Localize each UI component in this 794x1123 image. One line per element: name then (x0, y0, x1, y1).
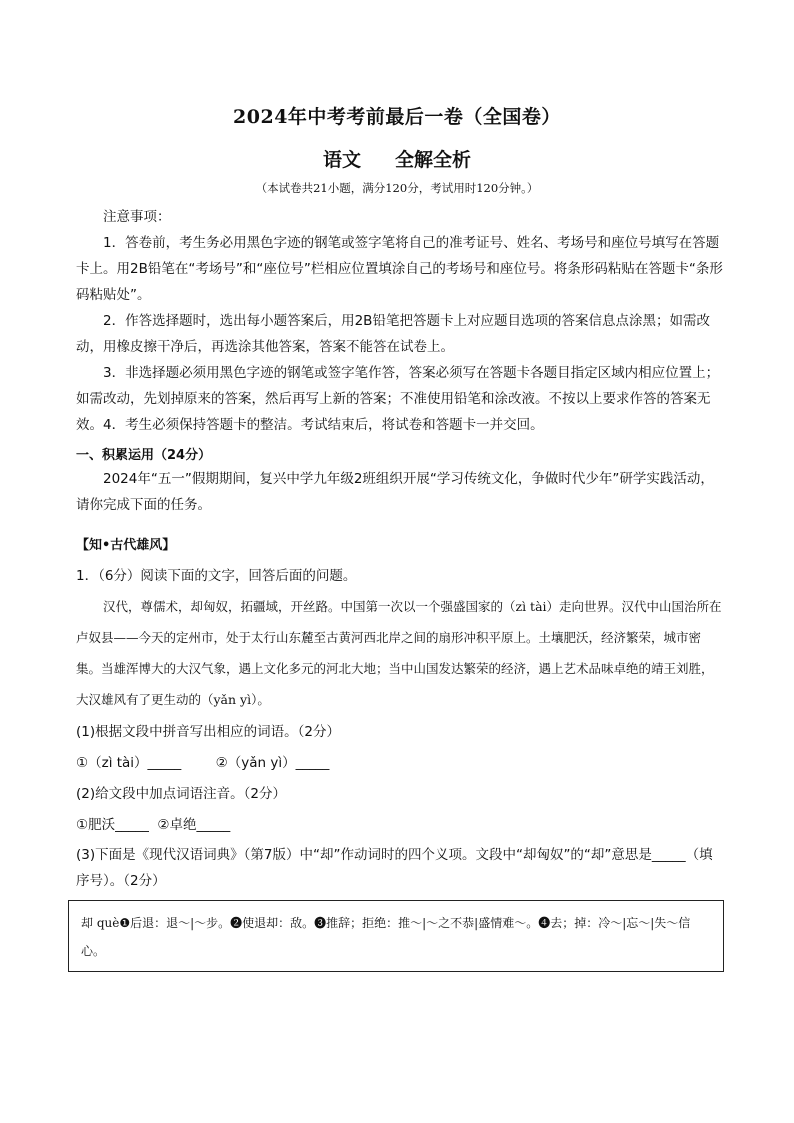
question-1-sub1: (1)根据文段中拼音写出相应的词语。（2分） (76, 724, 340, 740)
dictionary-entry-box (68, 900, 724, 972)
dictionary-entry-text: 却 què❶后退：退～|～步。❷使退却：敌。❸推辞；拒绝：推～|～之不恭|盛情难～。❹去；掉：冷～|忘～|失～信心。 (81, 916, 691, 958)
notice-item-4: 4．考生必须保持答题卡的整洁。考试结束后，将试卷和答题卡一并交回。 (103, 417, 544, 433)
notice-item-3: 3．非选择题必须用黑色字迹的钢笔或签字笔作答，答案必须写在答题卡各题目指定区域内相应位置上；如需改动，先划掉原来的答案，然后再写上新的答案；不准使用铅笔和涂改液。不按以上要求作答的答案无效。 (76, 365, 720, 433)
question-1-passage: 汉代，尊儒术，却匈奴，拓疆域，开丝路。中国第一次以一个强盛国家的（zì tài）走向世界。汉代中山国治所在卢奴县——今天的定州市，处于太行山东麓至古黄河西北岸之间的扇形冲积平原上。土壤肥沃，经济繁荣，城市密集。当雄浑博大的大汉气象，遇上文化多元的河北大地；当中山国发达繁荣的经济，遇上艺术品味卓绝的靖王刘胜，大汉雄风有了更生动的（yǎn yì）。 (76, 599, 722, 707)
question-1-sub1-answer: ①（zì tài）_____ ②（yǎn yì）_____ (76, 755, 330, 771)
subject-label: 语文 (322, 149, 361, 171)
exam-subtitle (0, 145, 794, 172)
notice-heading: 注意事项： (103, 209, 171, 225)
section-heading: 一、积累运用（24分） (76, 448, 212, 463)
notice-item-1: 1．答卷前，考生务必用黑色字迹的钢笔或签字笔将自己的准考证号、姓名、考场号和座位号填写在答题卡上。用2B铅笔在“考场号”和“座位号”栏相应位置填涂自己的考场号和座位号。将条形码粘贴在答题卡“条形码粘贴处”。 (76, 235, 723, 303)
question-1-stem: 1．（6分）阅读下面的文字，回答后面的问题。 (76, 568, 357, 584)
exam-title: 2024年中考考前最后一卷（全国卷） (233, 106, 561, 128)
question-1-sub2: (2)给文段中加点词语注音。（2分） (76, 786, 286, 802)
exam-note: （本试卷共21小题，满分120分，考试用时120分钟。） (255, 181, 539, 195)
question-1-sub3: (3)下面是《现代汉语词典》（第7版）中“却”作动词时的四个义项。文段中“却匈奴”的“却”意思是_____（填序号）。（2分） (76, 847, 713, 889)
subtitle-label: 全解全析 (395, 149, 472, 171)
section-intro: 2024年“五一”假期期间，复兴中学九年级2班组织开展“学习传统文化，争做时代少年”研学实践活动，请你完成下面的任务。 (76, 471, 714, 513)
notice-item-2: 2．作答选择题时，选出每小题答案后，用2B铅笔把答题卡上对应题目选项的答案信息点涂黑；如需改动，用橡皮擦干净后，再选涂其他答案，答案不能答在试卷上。 (76, 313, 710, 355)
question-1-sub2-answer: ①肥沃_____ ②卓绝_____ (76, 817, 231, 833)
section-subheading: 【知•古代雄风】 (76, 538, 176, 553)
